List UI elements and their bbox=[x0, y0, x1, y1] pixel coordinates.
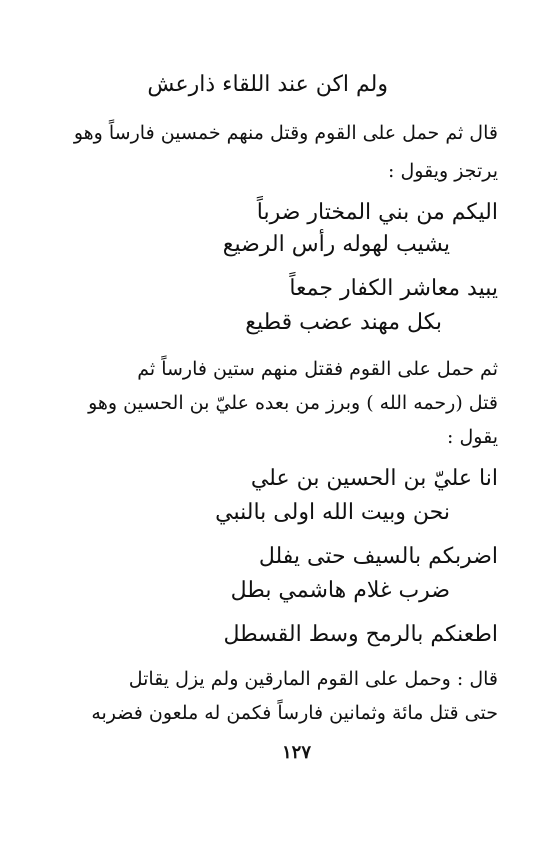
poem-2-line-1: انا عليّ بن الحسين بن علي bbox=[250, 466, 498, 491]
prose-line-7: حتى قتل مائة وثمانين فارساً فكمن له ملعون فضربه bbox=[91, 702, 498, 724]
poem-1-line-2: يشيب لهوله رأس الرضيع bbox=[222, 232, 450, 257]
prose-line-4: قتل (رحمه الله ) وبرز من بعده عليّ بن الحسين وهو bbox=[88, 392, 498, 414]
prose-line-3: ثم حمل على القوم فقتل منهم ستين فارساً ثم bbox=[137, 358, 498, 380]
page-number: ١٢٧ bbox=[281, 742, 311, 763]
poem-1-line-1: اليكم من بني المختار ضرباً bbox=[256, 200, 498, 225]
prose-line-5: يقول : bbox=[447, 426, 498, 448]
poem-2-line-3: اضربكم بالسيف حتى يفلل bbox=[258, 544, 498, 569]
prose-line-2: يرتجز ويقول : bbox=[388, 160, 498, 182]
poem-2-line-5: اطعنكم بالرمح وسط القسطل bbox=[223, 622, 498, 647]
poem-2-line-2: نحن وبيت الله اولى بالنبي bbox=[215, 500, 450, 525]
verse-line-1: ولم اكن عند اللقاء ذارعش bbox=[147, 72, 388, 97]
prose-line-1: قال ثم حمل على القوم وقتل منهم خمسين فارساً وهو bbox=[73, 122, 498, 144]
poem-1-line-4: بكل مهند عضب قطيع bbox=[245, 310, 442, 335]
poem-2-line-4: ضرب غلام هاشمي بطل bbox=[230, 578, 450, 603]
poem-1-line-3: يبيد معاشر الكفار جمعاً bbox=[289, 276, 498, 301]
prose-line-6: قال : وحمل على القوم المارقين ولم يزل يقاتل bbox=[128, 668, 498, 690]
